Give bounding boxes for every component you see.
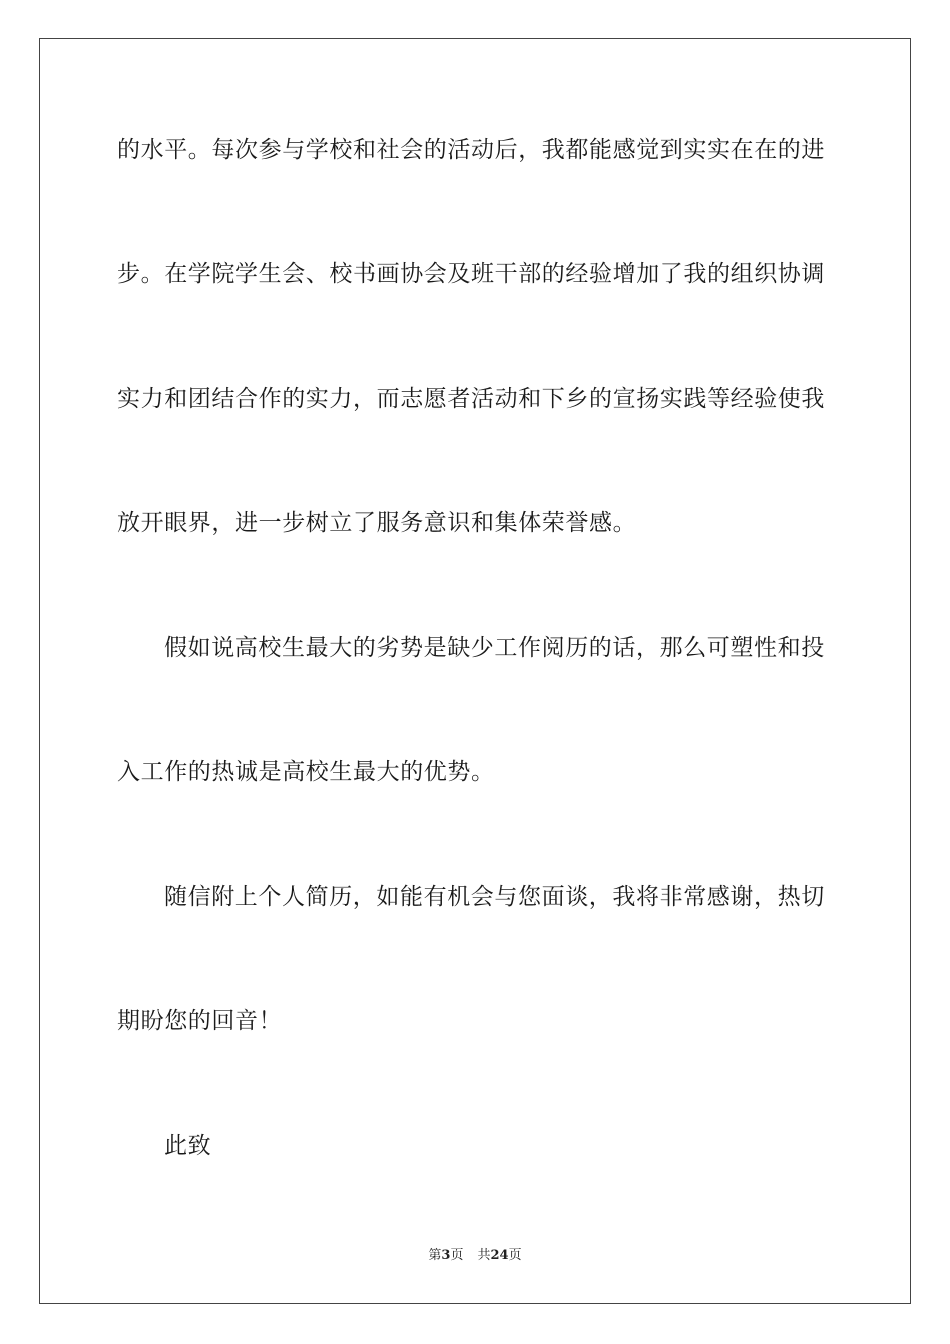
body-text-line: 入工作的热诚是高校生最大的优势。 [117, 759, 495, 785]
body-text-line: 实力和团结合作的实力，而志愿者活动和下乡的宣扬实践等经验使我 [117, 386, 825, 412]
body-text-line: 的水平。每次参与学校和社会的活动后，我都能感觉到实实在在的进 [117, 137, 825, 163]
footer-total-suffix: 页 [508, 1248, 522, 1263]
paragraph-start-line: 随信附上个人简历，如能有机会与您面谈，我将非常感谢，热切 [164, 884, 825, 910]
page-footer [0, 1247, 950, 1265]
body-text-line: 放开眼界，进一步树立了服务意识和集体荣誉感。 [117, 510, 637, 536]
closing-salutation: 此致 [164, 1133, 212, 1159]
footer-total-prefix: 共 [477, 1248, 491, 1263]
footer-page-number: 3 [441, 1248, 451, 1263]
body-text-line: 期盼您的回音！ [117, 1008, 283, 1034]
body-text-line: 步。在学院学生会、校书画协会及班干部的经验增加了我的组织协调 [117, 261, 825, 287]
footer-total-pages: 24 [490, 1248, 509, 1263]
footer-page-prefix: 第 [428, 1248, 442, 1263]
page-border [39, 38, 911, 1304]
paragraph-start-line: 假如说高校生最大的劣势是缺少工作阅历的话，那么可塑性和投 [164, 635, 825, 661]
footer-page-suffix: 页 [450, 1248, 464, 1263]
